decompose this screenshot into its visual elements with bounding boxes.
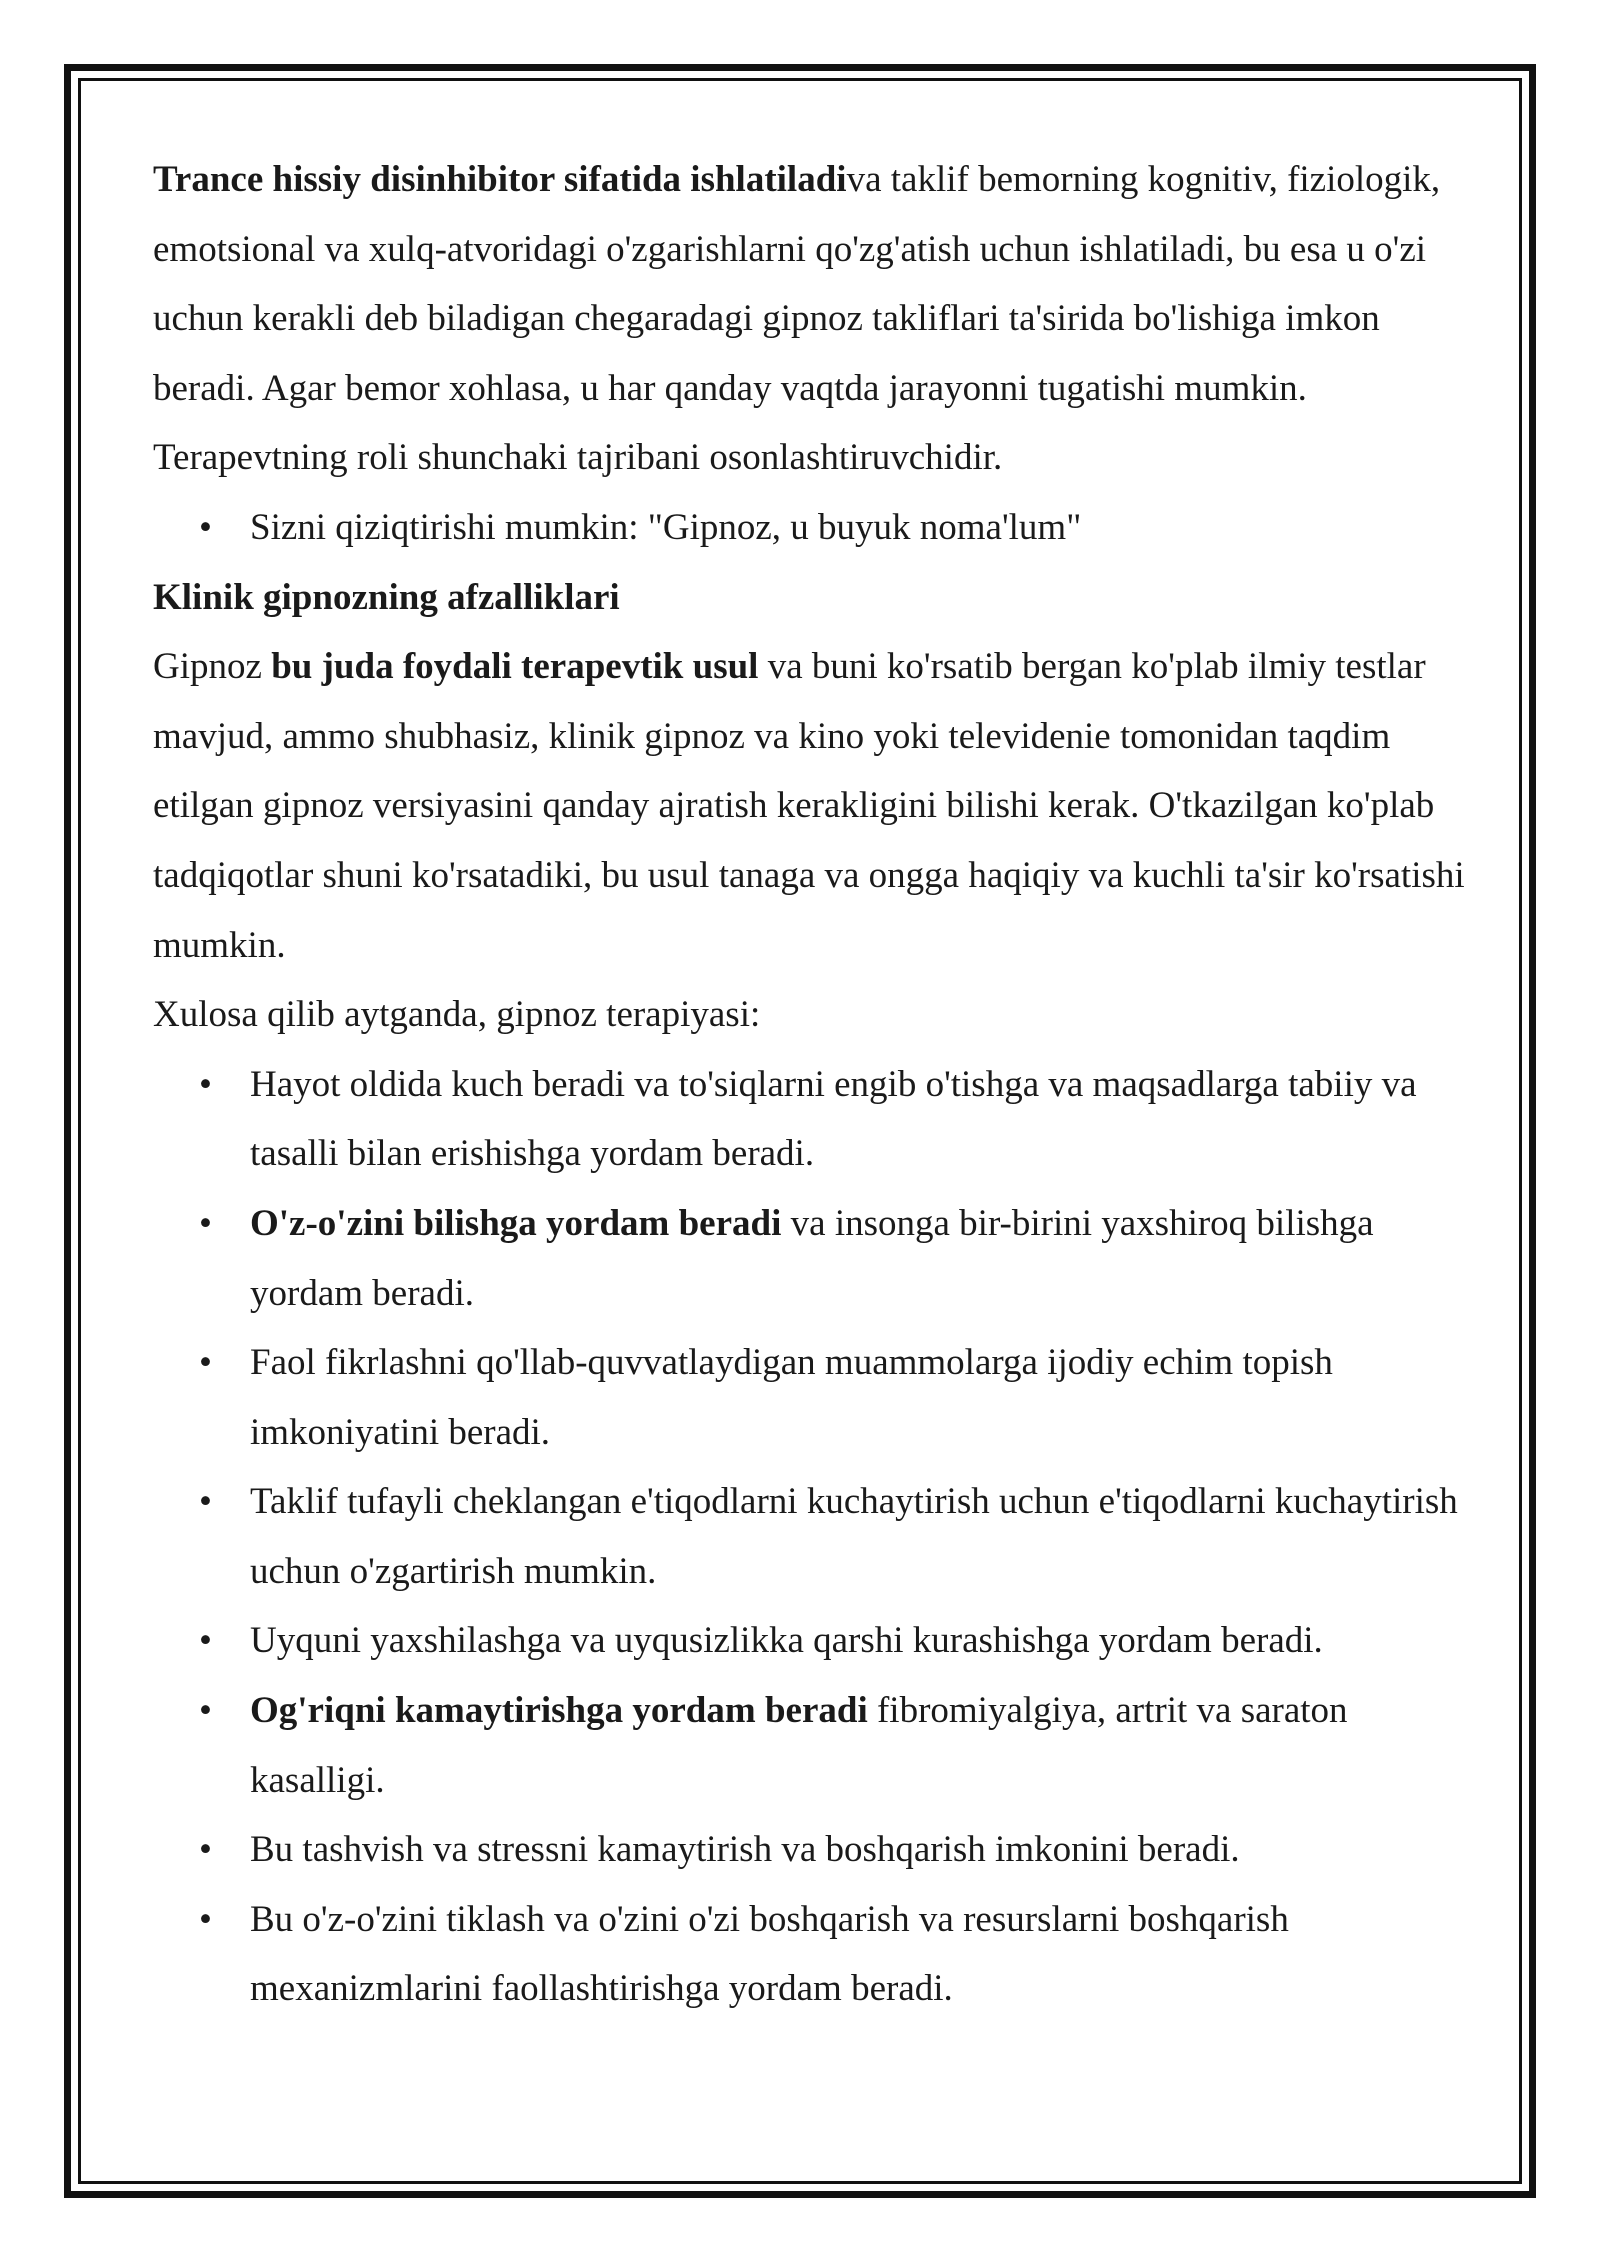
benefit-text: Hayot oldida kuch beradi va to'siqlarni engib o'tishga va maqsadlarga tabiiy va tasalli bilan erishishga yordam beradi. [250,1063,1417,1175]
benefits-list [153,1050,1473,2024]
body-bold-phrase: bu juda foydali terapevtik usul [271,646,759,688]
benefit-bold: Og'riqni kamaytirishga yordam beradi [250,1690,868,1732]
benefit-text: Faol fikrlashni qo'llab-quvvatlaydigan muammolarga ijodiy echim topish imkoniyatini beradi. [250,1342,1333,1453]
related-link-item[interactable]: • Sizni qiziqtirishi mumkin: "Gipnoz, u buyuk noma'lum" [153,493,1473,563]
intro-text: va taklif bemorning kognitiv, fiziologik, emotsional va xulq-atvoridagi o'zgarishlarni qo'zg'atish uchun ishlatiladi, bu esa u o'zi uchun kerakli deb biladigan chegaradagi gipnoz takliflari ta'sirida bo'lishiga imkon beradi. Agar bemor xohlasa, u har qanday vaqtda jarayonni tugatishi mumkin. Terapevtning roli shunchaki tajribani osonlashtiruvchidir. [153,159,1441,479]
intro-bold-lead: Trance hissiy disinhibitor sifatida ishlatiladi [153,159,847,200]
section-heading [153,563,1473,633]
document-content [153,145,1473,2024]
body-text-after: va buni ko'rsatib bergan ko'plab ilmiy testlar mavjud, ammo shubhasiz, klinik gipnoz va kino yoki televidenie tomonidan taqdim etilgan gipnoz versiyasini qanday ajratish kerakligini bilishi kerak. O'tkazilgan ko'plab tadqiqotlar shuni ko'rsatadiki, bu usul tanaga va ongga haqiqiy va kuchli ta'sir ko'rsatishi mumkin. [153,646,1465,966]
benefit-item [153,1885,1473,2024]
benefit-item [153,1676,1473,1815]
body-paragraph [153,632,1473,980]
benefit-text: Bu o'z-o'zini tiklash va o'zini o'zi boshqarish va resurslarni boshqarish mexanizmlarini faollashtirishga yordam beradi. [250,1898,1289,2010]
benefit-text: Taklif tufayli cheklangan e'tiqodlarni kuchaytirish uchun e'tiqodlarni kuchaytirish uchun o'zgartirish mumkin. [250,1481,1458,1592]
related-list [153,493,1473,563]
section-heading-text: Klinik gipnozning afzalliklari [153,576,620,618]
benefit-text: Uyquni yaxshilashga va uyqusizlikka qarshi kurashishga yordam beradi. [250,1620,1323,1662]
benefit-text: va insonga bir-birini yaxshiroq bilishga yordam beradi. [250,1202,1374,1314]
benefit-text: fibromiyalgiya, artrit va saraton kasalligi. [250,1690,1348,1801]
benefit-item [153,1606,1473,1676]
intro-paragraph [153,145,1473,493]
benefit-item [153,1467,1473,1606]
summary-intro: Xulosa qilib aytganda, gipnoz terapiyasi: [153,994,761,1036]
body-text-before: Gipnoz [153,646,272,688]
benefit-bold: O'z-o'zini bilishga yordam beradi [250,1202,782,1244]
benefit-item [153,1815,1473,1885]
benefit-item [153,1189,1473,1328]
benefit-item [153,1328,1473,1467]
benefit-text: Bu tashvish va stressni kamaytirish va boshqarish imkonini beradi. [250,1829,1240,1871]
benefit-item [153,1050,1473,1189]
